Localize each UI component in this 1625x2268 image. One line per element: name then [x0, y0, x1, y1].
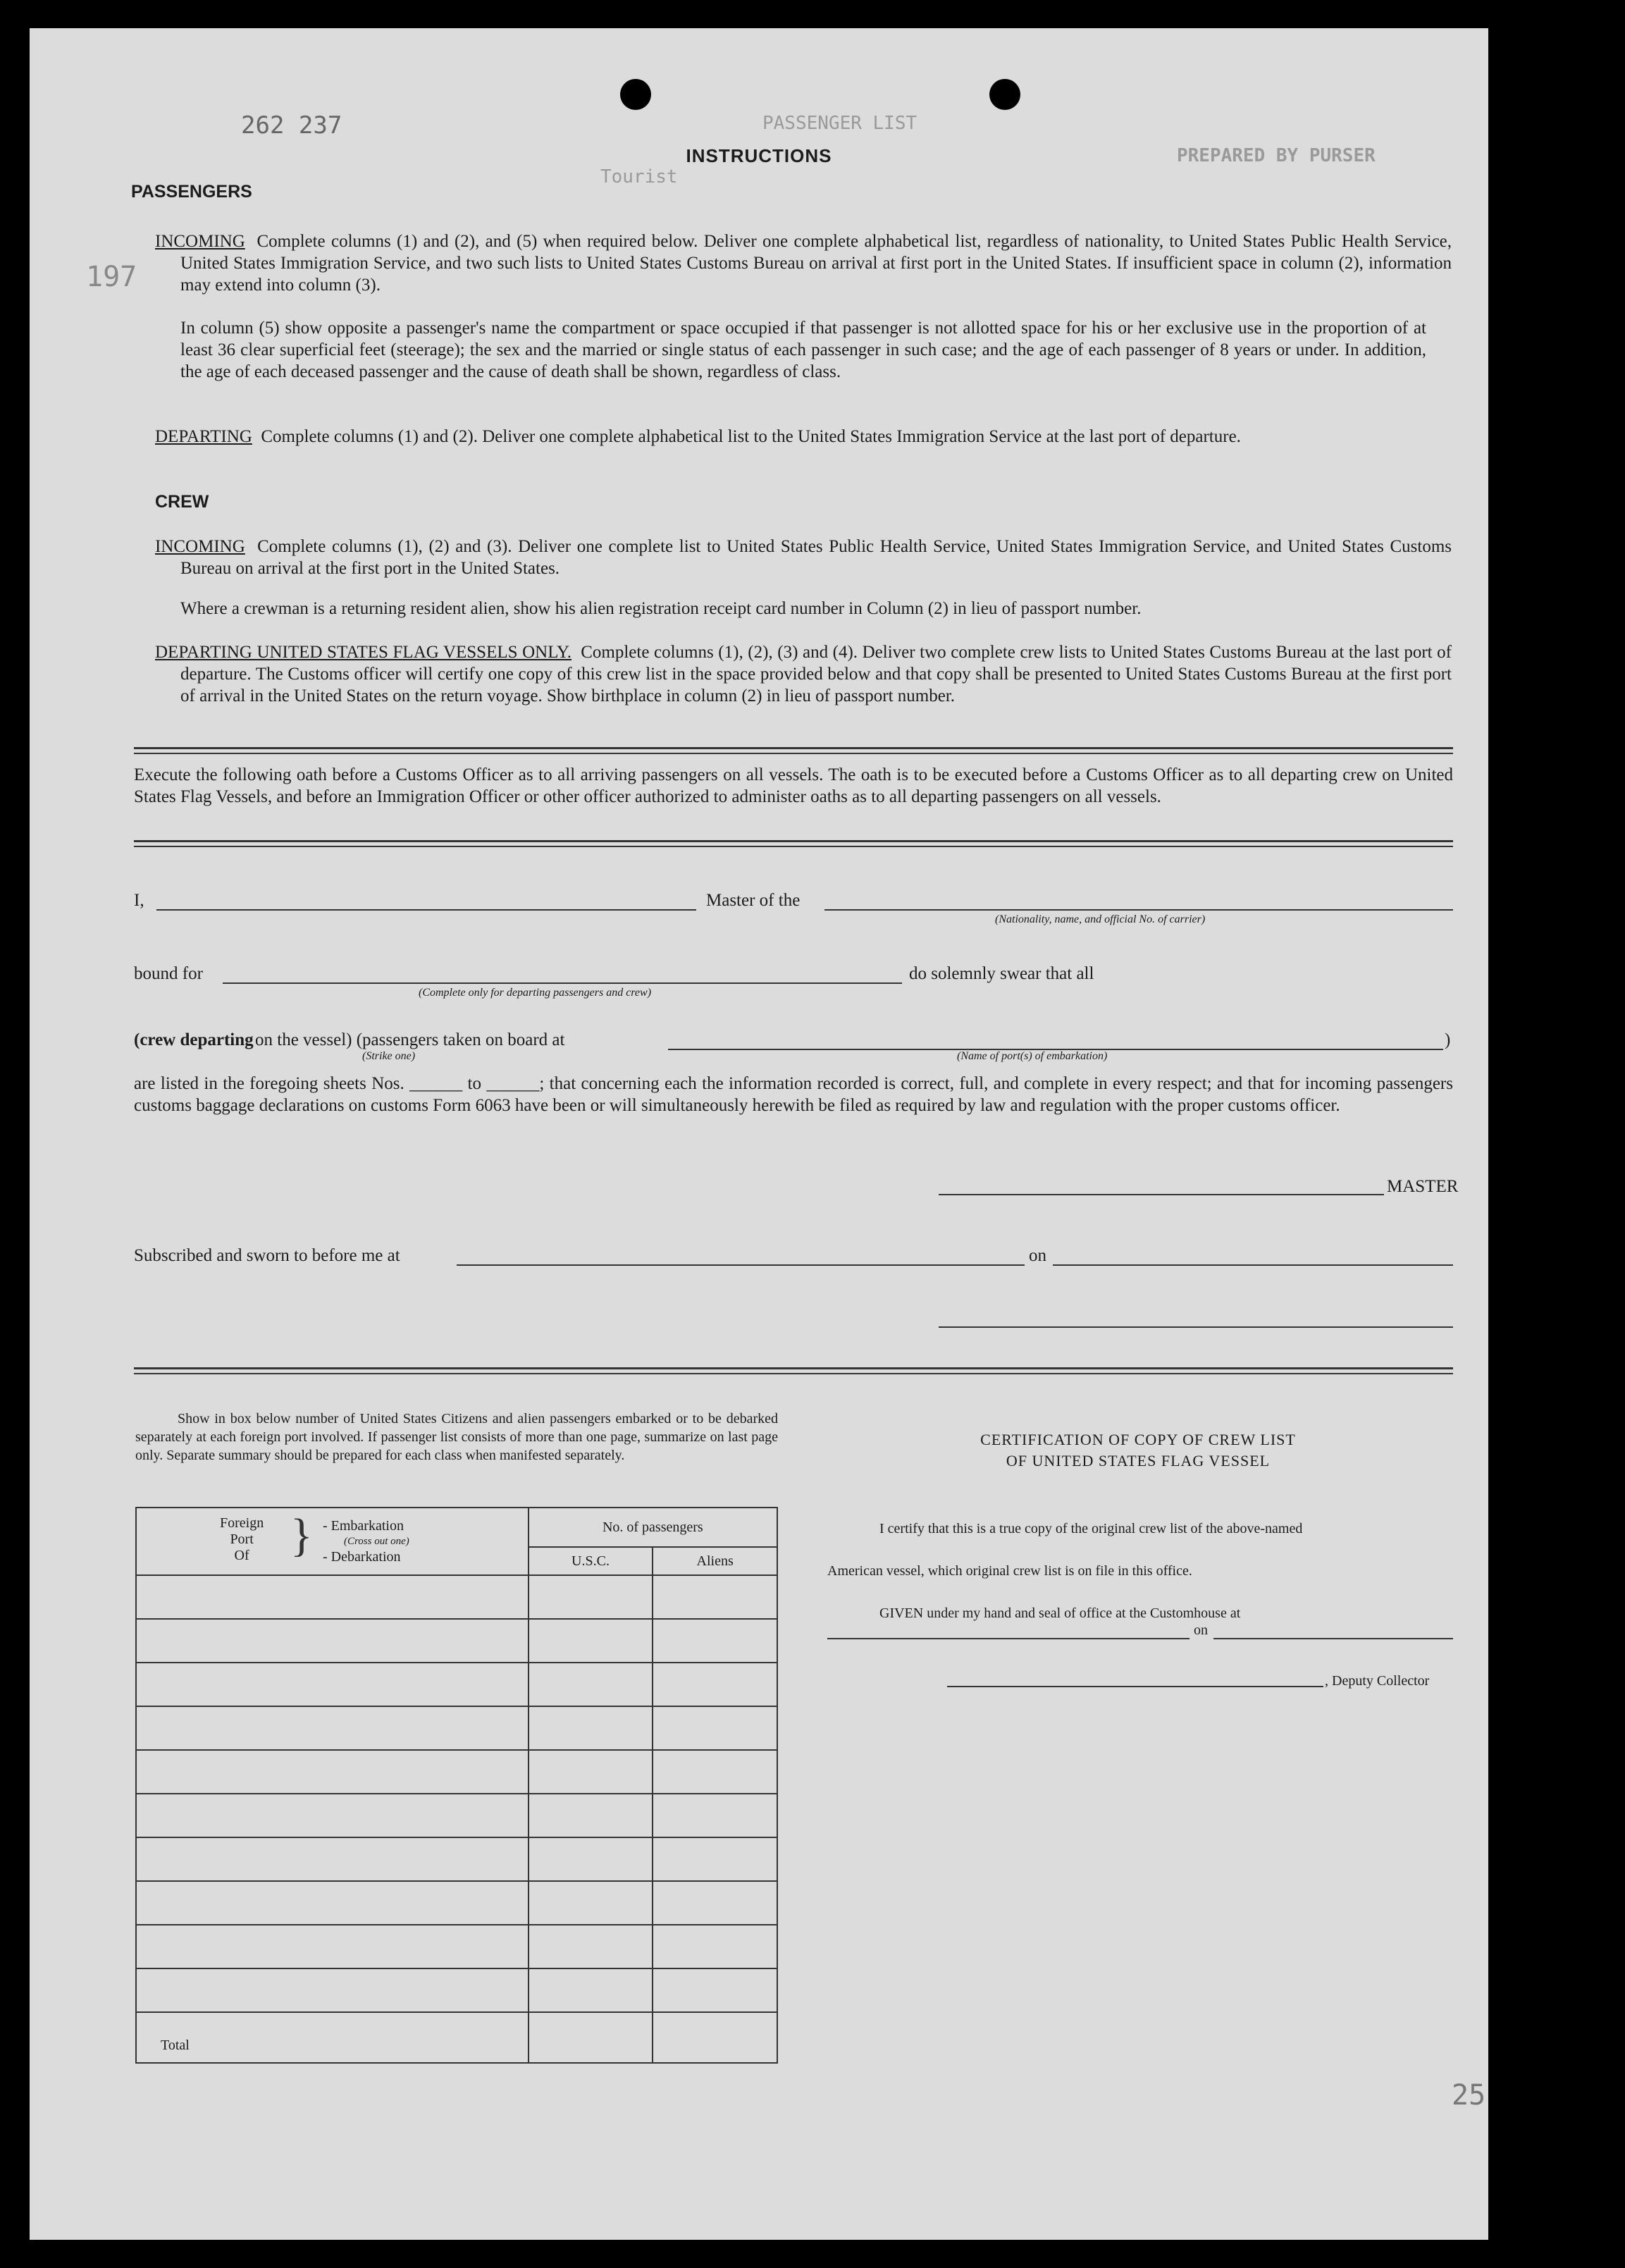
incoming-label: INCOMING — [155, 232, 245, 251]
aliens-cell[interactable] — [653, 1750, 777, 1794]
aliens-cell[interactable] — [653, 1837, 777, 1881]
total-aliens-cell[interactable] — [653, 2012, 777, 2063]
aliens-header: Aliens — [653, 1547, 777, 1575]
total-label: Total — [136, 2012, 529, 2063]
usc-cell[interactable] — [529, 1837, 653, 1881]
port-cell[interactable] — [136, 1663, 529, 1706]
certification-title-2: OF UNITED STATES FLAG VESSEL — [1006, 1452, 1271, 1469]
i-label: I, — [134, 891, 144, 910]
customhouse-line[interactable] — [827, 1638, 1190, 1639]
brace-icon: } — [290, 1510, 313, 1561]
crew-incoming-text: Complete columns (1), (2) and (3). Deliver one complete list to United States Public Health Service, United States Immigration Service, and United States Customs Bureau on arrival at the first port in the United States. — [180, 537, 1452, 578]
aliens-cell[interactable] — [653, 1575, 777, 1619]
incoming-text: Complete columns (1) and (2), and (5) when required below. Deliver one complete alphabetical list, regardless of nationality, to United States Public Health Service, United States Immigration Service, and two such lists to United States Customs Bureau on arrival at first port in the United States. If insufficient space in column (2), information may extend into column (3). — [180, 232, 1452, 295]
aliens-cell[interactable] — [653, 1794, 777, 1837]
port-cell[interactable] — [136, 1837, 529, 1881]
of-label: Of — [234, 1548, 249, 1563]
port-cell[interactable] — [136, 1619, 529, 1663]
bleed-through-class: Tourist — [600, 166, 678, 187]
strike-one-caption: (Strike one) — [362, 1050, 416, 1062]
given-text: GIVEN under my hand and seal of office at the Customhouse at — [879, 1606, 1241, 1621]
flag-vessels-text: Complete columns (1), (2), (3) and (4). Deliver two complete crew lists to United States Customs Bureau at the last port of departure. The Customs officer will certify one copy of this crew list in the space provided below and that copy shall be presented to United States Customs Bureau at the first port of arrival in the United States on the return voyage. Show birthplace in column (2) in lieu of passport number. — [180, 643, 1452, 705]
column5-paragraph: In column (5) show opposite a passenger's name the compartment or space occupied if that passenger is not allotted space for his or her exclusive use in the proportion of at least 36 clear superficial feet (steerage); the sex and the married or single status of each passenger in such case; and the age of each passenger of 8 years or under. In addition, the age of each deceased passenger and the cause of death shall be shown, regardless of class. — [180, 319, 1426, 381]
usc-cell[interactable] — [529, 1794, 653, 1837]
bleed-through-sheet-numbers: 262 237 — [241, 111, 342, 140]
usc-cell[interactable] — [529, 1619, 653, 1663]
embarkation-label: - Embarkation — [323, 1518, 404, 1534]
aliens-cell[interactable] — [653, 1663, 777, 1706]
divider-bottom-2 — [134, 1373, 1453, 1374]
divider-mid-1 — [134, 840, 1453, 842]
subscribed-place-line[interactable] — [457, 1264, 1025, 1266]
master-signature-line[interactable] — [939, 1194, 1384, 1195]
bound-for-label: bound for — [134, 964, 203, 983]
do-solemnly-swear: do solemnly swear that all — [909, 964, 1094, 983]
aliens-cell[interactable] — [653, 1881, 777, 1925]
close-paren: ) — [1445, 1030, 1451, 1049]
debarkation-label: - Debarkation — [323, 1549, 401, 1565]
bleed-through-number-197: 197 — [86, 261, 137, 293]
given-date-line[interactable] — [1213, 1638, 1453, 1639]
form-page — [30, 28, 1488, 2240]
passenger-summary-table — [135, 1507, 778, 2064]
no-of-passengers-header: No. of passengers — [529, 1508, 777, 1547]
master-name-line[interactable] — [156, 909, 696, 911]
port-cell[interactable] — [136, 1575, 529, 1619]
total-usc-cell[interactable] — [529, 2012, 653, 2063]
departing-text: Complete columns (1) and (2). Deliver one complete alphabetical list to the United States Immigration Service at the last port of departure. — [261, 427, 1241, 446]
passengers-heading: PASSENGERS — [131, 182, 252, 202]
ports-caption: (Name of port(s) of embarkation) — [957, 1050, 1108, 1062]
flag-vessels-paragraph — [155, 641, 1452, 707]
port-cell[interactable] — [136, 1925, 529, 1968]
complete-only-caption: (Complete only for departing passengers and crew) — [419, 987, 652, 999]
master-label: MASTER — [1387, 1177, 1459, 1196]
bleed-through-prepared-by: PREPARED BY PURSER — [1177, 145, 1376, 166]
usc-cell[interactable] — [529, 1663, 653, 1706]
passengers-incoming-paragraph — [155, 230, 1452, 296]
port-header-cell — [136, 1508, 529, 1575]
flag-vessels-label: DEPARTING UNITED STATES FLAG VESSELS ONLY. — [155, 643, 572, 662]
usc-cell[interactable] — [529, 1968, 653, 2012]
carrier-line[interactable] — [824, 909, 1453, 911]
subscribed-label: Subscribed and sworn to before me at — [134, 1246, 400, 1265]
crew-departing-label: (crew departing — [134, 1030, 254, 1049]
instructions-title: INSTRUCTIONS — [686, 145, 832, 166]
crew-incoming-label: INCOMING — [155, 537, 245, 556]
usc-cell[interactable] — [529, 1925, 653, 1968]
divider-mid-2 — [134, 846, 1453, 847]
passengers-departing-paragraph — [155, 426, 1452, 448]
crewman-paragraph: Where a crewman is a returning resident alien, show his alien registration receipt card number in Column (2) in lieu of passport number. — [180, 599, 1142, 618]
port-cell[interactable] — [136, 1968, 529, 2012]
port-label: Port — [230, 1531, 254, 1547]
deputy-collector-label: , Deputy Collector — [1325, 1673, 1430, 1689]
show-box-paragraph: Show in box below number of United States Citizens and alien passengers embarked or to be debarked separately at each foreign port involved. If passenger list consists of more than one page, summarize on last page only. Separate summary should be prepared for each class when manifested separately. — [135, 1411, 778, 1463]
divider-bottom-1 — [134, 1367, 1453, 1369]
divider-top-1 — [134, 747, 1453, 749]
punch-hole-right — [989, 79, 1020, 110]
nationality-caption: (Nationality, name, and official No. of carrier) — [995, 913, 1206, 925]
listed-paragraph: are listed in the foregoing sheets Nos. ______ to ______; that concerning each the information recorded is correct, full, and complete in every respect; and that for incoming passengers customs baggage declarations on customs Form 6063 have been or will simultaneously herewith be filed as required by law and regulation with the proper customs officer. — [134, 1074, 1453, 1115]
bleed-through-passenger-list: PASSENGER LIST — [762, 113, 917, 134]
crew-heading: CREW — [155, 492, 209, 512]
bound-for-line[interactable] — [223, 982, 902, 984]
port-cell[interactable] — [136, 1881, 529, 1925]
foreign-label: Foreign — [220, 1515, 264, 1531]
usc-cell[interactable] — [529, 1706, 653, 1750]
certification-text-2: American vessel, which original crew list is on file in this office. — [827, 1563, 1192, 1579]
cross-out-caption: (Cross out one) — [344, 1536, 409, 1547]
aliens-cell[interactable] — [653, 1706, 777, 1750]
officer-signature-line[interactable] — [939, 1326, 1453, 1328]
deputy-collector-line[interactable] — [947, 1686, 1323, 1687]
usc-header: U.S.C. — [529, 1547, 653, 1575]
aliens-cell[interactable] — [653, 1968, 777, 2012]
subscribed-on-label: on — [1029, 1246, 1046, 1265]
subscribed-date-line[interactable] — [1053, 1264, 1453, 1266]
oath-paragraph: Execute the following oath before a Customs Officer as to all arriving passengers on all vessels. The oath is to be executed before a Customs Officer as to all departing crew on United States Flag Vessels, and before an Immigration Officer or other officer authorized to administer oaths as to all departing passengers on all vessels. — [134, 765, 1453, 806]
departing-label: DEPARTING — [155, 427, 252, 446]
port-cell[interactable] — [136, 1706, 529, 1750]
master-of-the-label: Master of the — [706, 891, 801, 910]
bleed-through-page-number: 25 — [1452, 2079, 1486, 2112]
on-the-vessel-label: on the vessel) (passengers taken on board at — [255, 1030, 565, 1049]
usc-cell[interactable] — [529, 1881, 653, 1925]
certification-title-1: CERTIFICATION OF COPY OF CREW LIST — [980, 1431, 1296, 1448]
divider-top-2 — [134, 753, 1453, 754]
punch-hole-left — [620, 79, 651, 110]
usc-cell[interactable] — [529, 1575, 653, 1619]
given-on-label: on — [1194, 1622, 1208, 1638]
aliens-cell[interactable] — [653, 1619, 777, 1663]
port-cell[interactable] — [136, 1794, 529, 1837]
crew-incoming-paragraph — [155, 536, 1452, 579]
certification-text-1: I certify that this is a true copy of the original crew list of the above-named — [879, 1521, 1303, 1536]
port-cell[interactable] — [136, 1750, 529, 1794]
aliens-cell[interactable] — [653, 1925, 777, 1968]
usc-cell[interactable] — [529, 1750, 653, 1794]
